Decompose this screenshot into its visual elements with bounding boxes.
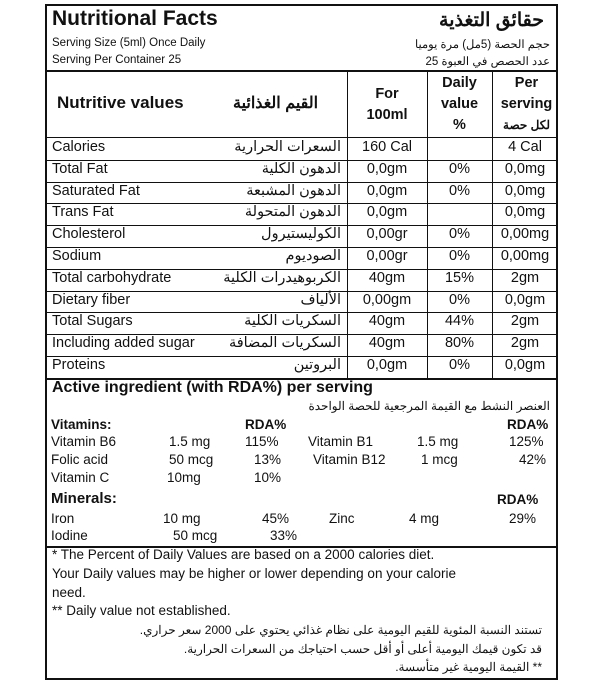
nutrient-name-en: Total Fat (52, 160, 108, 177)
row-divider (47, 182, 556, 183)
vitamin-name: Vitamin B12 (313, 452, 386, 467)
row-divider (47, 291, 556, 292)
serving-size-ar: حجم الحصة (5مل) مرة يوميا (415, 39, 550, 51)
value-per-serving: 0,0mg (504, 182, 546, 199)
row-divider (47, 203, 556, 204)
value-per-100ml: 0,0gm (366, 204, 408, 221)
value-per-serving: 0,0gm (504, 291, 546, 308)
daily-value-percent: 0% (449, 226, 470, 243)
nutritive-values-ar: القيم الغذائية (233, 95, 319, 112)
nutrient-name-en: Cholesterol (52, 226, 126, 243)
nutrient-name-en: Saturated Fat (52, 182, 140, 199)
vitamin-amount: 1.5 mg (169, 434, 211, 449)
daily-value-percent: 0% (449, 182, 470, 199)
nutrition-label (45, 4, 558, 680)
mineral-rda: 45% (262, 511, 290, 526)
nutrient-name-en: Dietary fiber (52, 291, 131, 308)
nutrient-name-en: Total Sugars (52, 313, 133, 330)
nutrient-name-ar: الدهون المشبعة (246, 182, 341, 199)
value-per-100ml: 40gm (368, 335, 406, 352)
vitamin-name: Folic acid (51, 452, 109, 467)
mineral-rda: 33% (270, 528, 298, 543)
rda-label: RDA% (497, 492, 539, 507)
table-row (47, 225, 556, 247)
nutrient-name-en: Proteins (52, 357, 106, 373)
title-en: Nutritional Facts (52, 7, 218, 30)
value-per-serving: 2gm (510, 313, 540, 330)
row-divider (47, 160, 556, 161)
minerals-label: Minerals: (51, 490, 117, 507)
value-per-100ml: 0,0gm (366, 160, 408, 177)
value-per-100ml: 0,00gr (366, 226, 408, 243)
mineral-amount: 50 mcg (173, 528, 218, 543)
mineral-amount: 10 mg (163, 511, 201, 526)
daily-value-percent: 80% (444, 335, 475, 352)
table-row (47, 334, 556, 356)
nutrient-name-ar: السكريات المضافة (228, 335, 341, 352)
row-divider (47, 312, 556, 313)
row-divider (47, 334, 556, 335)
footnote-en: ** Daily value not established. (52, 603, 231, 618)
vitamin-amount: 10mg (167, 470, 201, 485)
mineral-name: Iodine (51, 528, 88, 543)
daily-value-percent: 0% (449, 248, 470, 264)
rda-label: RDA% (507, 417, 549, 432)
table-row (47, 291, 556, 313)
daily-value-percent: 0% (449, 357, 470, 373)
nutrient-name-en: Total carbohydrate (52, 269, 172, 286)
vitamin-rda: 125% (509, 434, 544, 449)
nutrient-name-ar: الألياف (300, 291, 341, 308)
mineral-rda: 29% (509, 511, 537, 526)
value-per-serving: 0,0gm (504, 357, 546, 373)
nutritive-values-en: Nutritive values (57, 93, 184, 112)
footnote-ar: ** القيمة اليومية غير متأسسة. (395, 660, 542, 674)
nutrient-name-ar: السكريات الكلية (244, 313, 341, 330)
col-header-per-serving: Per serving لكل حصة (500, 75, 553, 132)
nutrient-name-en: Sodium (52, 248, 102, 264)
value-per-100ml: 40gm (368, 313, 406, 330)
value-per-100ml: 160 Cal (362, 139, 412, 155)
col-header-daily-value: Daily value % (440, 75, 479, 133)
value-per-100ml: 0,00gm (362, 291, 412, 308)
daily-value-percent: 0% (449, 160, 470, 177)
value-per-serving: 4 Cal (508, 139, 542, 155)
value-per-100ml: 0,0gm (366, 357, 408, 373)
footnote-ar: قد تكون قيمك اليومية أعلى أو أقل حسب احتياجك من السعرات الحرارية. (183, 642, 542, 656)
vitamin-name: Vitamin B6 (51, 434, 117, 449)
nutrient-name-ar: البروتين (293, 357, 341, 373)
value-per-serving: 0,0mg (504, 204, 546, 221)
row-divider (47, 247, 556, 248)
vitamin-rda: 115% (245, 434, 279, 449)
row-divider (47, 269, 556, 270)
value-per-100ml: 40gm (368, 269, 406, 286)
table-row (47, 247, 556, 269)
vitamin-rda: 42% (519, 452, 547, 467)
nutrient-name-ar: السعرات الحرارية (234, 139, 341, 155)
daily-value-percent: 15% (444, 269, 475, 286)
nutrient-name-ar: الدهون الكلية (261, 160, 341, 177)
table-row (47, 356, 556, 378)
mineral-name: Zinc (329, 511, 355, 526)
row-divider (47, 225, 556, 226)
nutrient-name-ar: الصوديوم (285, 248, 341, 264)
footnote-en: Your Daily values may be higher or lower depending on your calorie (52, 566, 456, 581)
vitamin-rda: 10% (254, 470, 282, 485)
nutrient-name-ar: الدهون المتحولة (244, 204, 341, 221)
nutrient-name-en: Calories (52, 139, 106, 155)
active-ingredient-title-en: Active ingredient (with RDA%) per serving (52, 379, 373, 396)
vitamin-name: Vitamin B1 (308, 434, 374, 449)
value-per-serving: 2gm (510, 269, 540, 286)
table-row (47, 203, 556, 225)
footnote-ar: تستند النسبة المئوية للقيم اليومية على نظام غذائي يحتوي على 2000 سعر حراري. (139, 623, 542, 637)
vitamin-amount: 1.5 mg (417, 434, 459, 449)
title-ar: حقائق التغذية (439, 10, 544, 31)
vitamin-amount: 50 mcg (169, 452, 214, 467)
table-row (47, 269, 556, 291)
table-row (47, 138, 556, 160)
nutrient-name-en: Including added sugar (52, 335, 195, 352)
value-per-serving: 0,00mg (500, 248, 550, 264)
servings-per-container-en: Serving Per Container 25 (52, 54, 182, 66)
value-per-serving: 2gm (510, 335, 540, 352)
daily-value-percent: 44% (444, 313, 475, 330)
table-row (47, 160, 556, 182)
active-ingredient-title-ar: العنصر النشط مع القيمة المرجعية للحصة الواحدة (308, 399, 550, 413)
footnote-en: * The Percent of Daily Values are based on a 2000 calories diet. (52, 547, 435, 562)
vitamin-amount: 1 mcg (421, 452, 458, 467)
rda-label: RDA% (245, 417, 287, 432)
row-divider (47, 356, 556, 357)
mineral-name: Iron (51, 511, 75, 526)
table-row (47, 312, 556, 334)
col-header-per-100ml: For 100ml (366, 86, 408, 123)
daily-value-percent: 0% (449, 291, 470, 308)
vitamin-name: Vitamin C (51, 470, 110, 485)
divider (47, 70, 556, 72)
table-row (47, 182, 556, 204)
footnote-en: need. (52, 585, 86, 600)
serving-size-en: Serving Size (5ml) Once Daily (52, 37, 206, 49)
mineral-amount: 4 mg (409, 511, 440, 526)
value-per-serving: 0,0mg (504, 160, 546, 177)
servings-per-container-ar: عدد الحصص في العبوة 25 (425, 56, 550, 68)
value-per-100ml: 0,00gr (366, 248, 408, 264)
vitamins-label: Vitamins: (51, 417, 112, 432)
value-per-serving: 0,00mg (500, 226, 550, 243)
value-per-100ml: 0,0gm (366, 182, 408, 199)
nutrient-name-ar: الكوليستيرول (261, 226, 341, 243)
nutrient-name-en: Trans Fat (52, 204, 114, 221)
nutrient-name-ar: الكربوهيدرات الكلية (223, 269, 341, 286)
vitamin-rda: 13% (254, 452, 282, 467)
